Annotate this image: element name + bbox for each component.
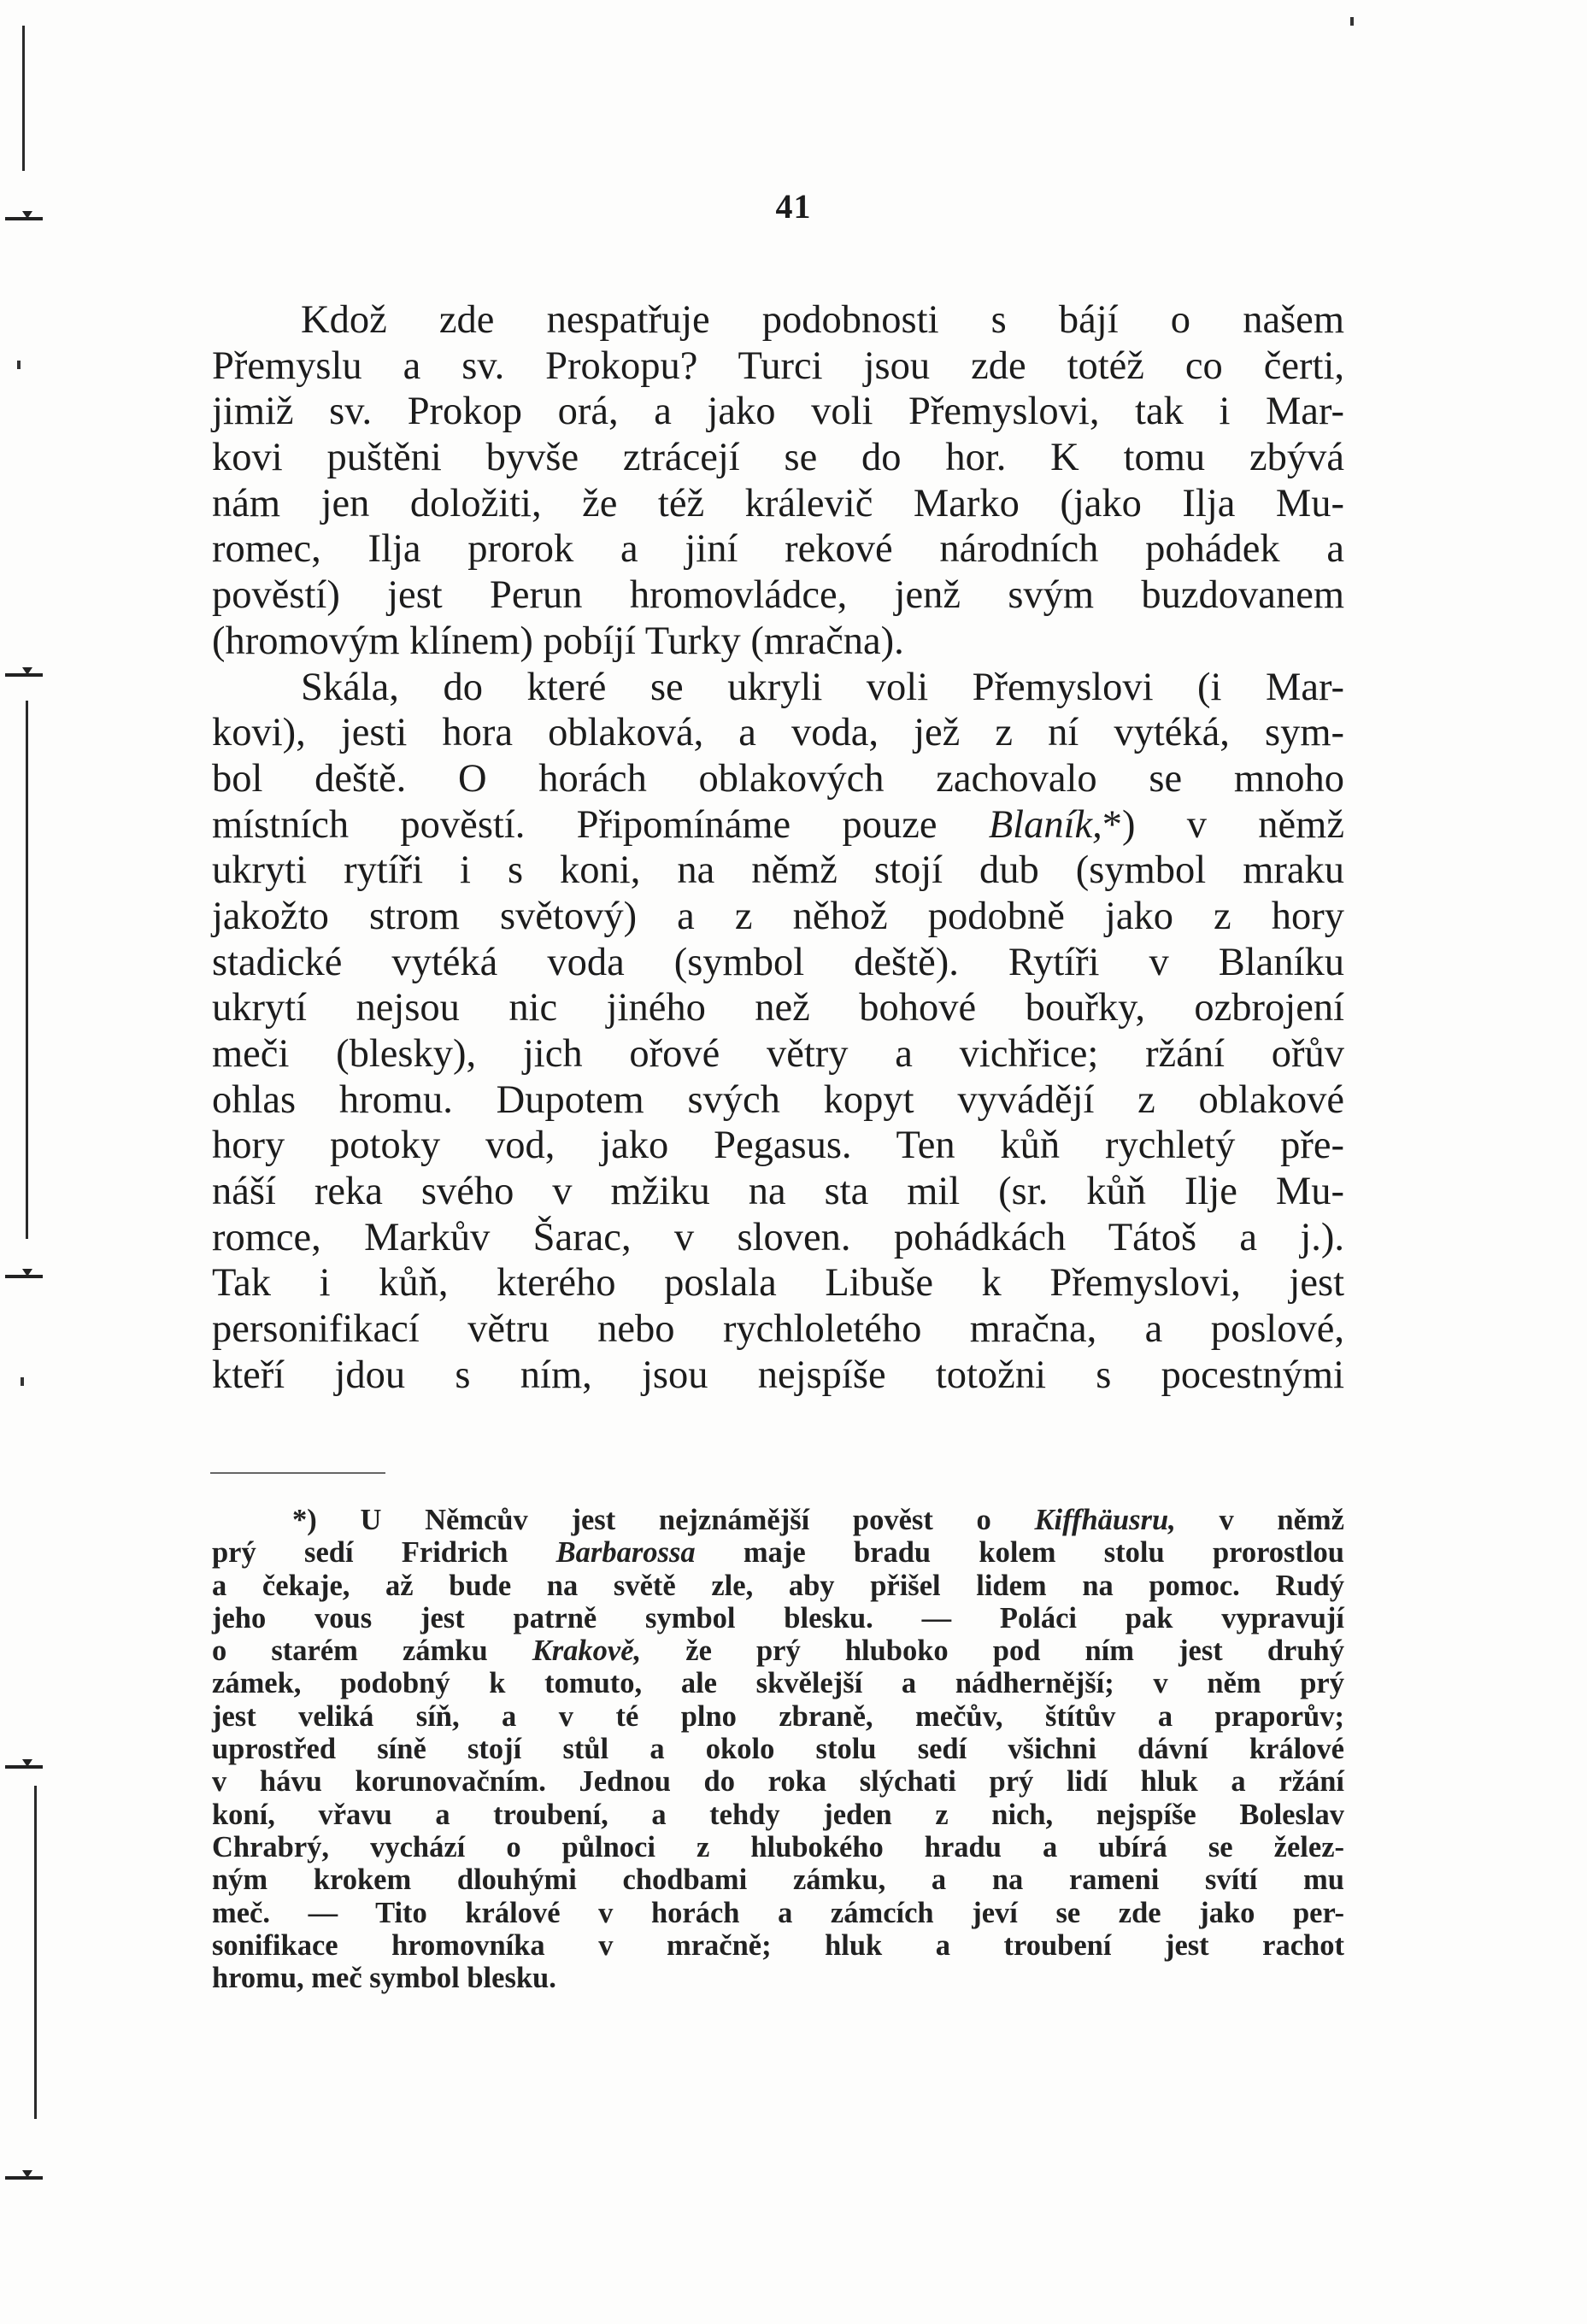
binding-edge-line [22, 26, 25, 171]
text-segment: maje bradu kolem stolu prorostlou [695, 1536, 1344, 1570]
binding-dot [21, 1377, 24, 1386]
footnote-line: Chrabrý, vychází o půlnoci z hlubokého hradu a ubírá se želez- [212, 1830, 1344, 1863]
footnote-line: v hávu korunovačním. Jednou do roka slýchati prý lidí hluk a ržání [212, 1765, 1344, 1799]
binding-dot [1350, 17, 1354, 26]
text-line: Přemyslu a sv. Prokopu? Turci jsou zde totéž co čerti, [212, 343, 1344, 388]
italic-place-name: Blaník, [988, 802, 1102, 847]
footnote-line: uprostřed síně stojí stůl a okolo stolu sedí všichni dávní králové [212, 1733, 1344, 1766]
italic-person-name: Barbarossa [555, 1536, 696, 1570]
text-line: Tak i kůň, kterého poslala Libuše k Přemyslovi, jest [212, 1261, 1344, 1306]
text-line: kteří jdou s ním, jsou nejspíše totožni s pocestnými [212, 1353, 1344, 1397]
text-line: kovi), jesti hora oblaková, a voda, jež z ní vytéká, sym- [212, 711, 1344, 755]
footnote-line: ným krokem dlouhými chodbami zámku, a na rameni svítí mu [212, 1863, 1344, 1897]
text-line: personifikací větru nebo rychloletého mračna, a poslové, [212, 1307, 1344, 1352]
text-line: stadické vytéká voda (symbol deště). Rytíři v Blaníku [212, 940, 1344, 984]
binding-edge-line [34, 1786, 37, 2119]
footnote-reference: *) v němž [1102, 802, 1344, 847]
text-line: romce, Markův Šarac, v sloven. pohádkách Tátoš a j.). [212, 1215, 1344, 1259]
text-line: nám jen doložiti, že též králevič Marko (jako Ilja Mu- [212, 481, 1344, 525]
footnote-line [212, 1536, 1344, 1569]
footnote-line [212, 1504, 1344, 1536]
binding-mark [5, 2176, 43, 2180]
text-segment: v němž [1175, 1504, 1344, 1536]
footnote [212, 1504, 1344, 1994]
text-segment: že prý hluboko pod ním jest druhý [641, 1634, 1344, 1668]
text-line: bol deště. O horách oblakových zachovalo se mnoho [212, 756, 1344, 801]
text-line: jakožto strom světový) a z něhož podobně jako z hory [212, 894, 1344, 938]
binding-mark [5, 1765, 43, 1769]
italic-place-name: Kiffhäusru, [1034, 1504, 1176, 1536]
text-line: (hromovým klínem) pobíjí Turky (mračna). [212, 619, 904, 663]
text-segment: *) U Němcův jest nejznámější pověst o [292, 1504, 1035, 1536]
text-line: Kdož zde nespatřuje podobnosti s bájí o našem [301, 298, 1344, 342]
footnote-line: jest veliká síň, a v té plno zbraně, mečův, štítův a praporův; [212, 1699, 1344, 1733]
footnote-line: hromu, meč symbol blesku. [212, 1962, 556, 1995]
footnote-line: jeho vous jest patrně symbol blesku. — Poláci pak vypravují [212, 1601, 1344, 1634]
text-segment: místních pověstí. Připomínáme pouze [212, 802, 989, 847]
footnote-line: sonifikace hromovníka v mračně; hluk a troubení jest rachot [212, 1928, 1344, 1962]
text-line: jimiž sv. Prokop orá, a jako voli Přemyslovi, tak i Mar- [212, 390, 1344, 434]
text-line: náší reka svého v mžiku na sta mil (sr. kůň Ilje Mu- [212, 1170, 1344, 1214]
footnote-separator [210, 1472, 385, 1474]
text-line: kovi puštěni byvše ztrácejí se do hor. K tomu zbývá [212, 436, 1344, 480]
text-line: Skála, do které se ukryli voli Přemyslovi (i Mar- [301, 665, 1344, 709]
text-line: pověstí) jest Perun hromovládce, jenž svým buzdovanem [212, 573, 1344, 618]
text-line [212, 802, 1344, 848]
binding-edge-line [26, 701, 28, 1239]
footnote-line: meč. — Tito králové v horách a zámcích jeví se zde jako per- [212, 1896, 1344, 1929]
text-segment: o starém zámku [212, 1634, 532, 1668]
page-number: 41 [775, 187, 812, 226]
text-line: hory potoky vod, jako Pegasus. Ten kůň rychletý pře- [212, 1124, 1344, 1168]
footnote-line: zámek, podobný k tomuto, ale skvělejší a nádhernější; v něm prý [212, 1667, 1344, 1700]
binding-dot [17, 361, 21, 369]
text-line: ohlas hromu. Dupotem svých kopyt vyvádějí z oblakové [212, 1077, 1344, 1122]
text-segment: prý sedí Fridrich [212, 1536, 556, 1570]
text-line: meči (blesky), jich ořové větry a vichřice; ržání ořův [212, 1032, 1344, 1076]
binding-mark [5, 1275, 43, 1278]
text-line: ukryti rytíři i s koni, na němž stojí dub (symbol mraku [212, 848, 1344, 893]
text-line: romec, Ilja prorok a jiní rekové národních pohádek a [212, 527, 1344, 572]
footnote-line: koní, vřavu a troubení, a tehdy jeden z nich, nejspíše Boleslav [212, 1798, 1344, 1831]
text-line: ukrytí nejsou nic jiného než bohové bouřky, ozbrojení [212, 986, 1344, 1030]
footnote-line: a čekaje, až bude na světě zle, aby přišel lidem na pomoc. Rudý [212, 1569, 1344, 1602]
body-text [212, 297, 1344, 1399]
italic-place-name: Krakově, [532, 1634, 642, 1668]
footnote-line [212, 1634, 1344, 1667]
binding-mark [5, 673, 43, 677]
